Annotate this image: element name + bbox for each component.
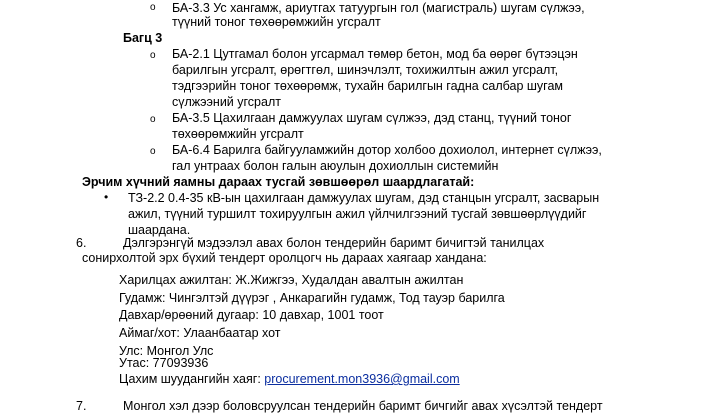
item-number-7: 7. [76,399,87,413]
item6-line1: Дэлгэрэнгүй мэдээлэл авах болон тендерийн баримт бичигтэй танилцах [123,236,545,250]
list-item-ba21-line2: барилгын угсралт, өрөгтгөл, шинэчлэлт, тохижилтын ажил угсралт, [172,63,559,77]
list-item-ba64-line2: гал унтраах болон галын аюулын дохиоллын системийн [172,159,499,173]
item-number-6: 6. [76,236,87,250]
contact-floor: Давхар/өрөөний дугаар: 10 давхар, 1001 тоот [119,308,384,322]
contact-city: Аймаг/хот: Улаанбаатар хот [119,326,281,340]
contact-person: Харилцах ажилтан: Ж.Жижгээ, Худалдан авалтын ажилтан [119,273,464,287]
energy-item-line1: ТЗ-2.2 0.4-35 кВ-ын цахилгаан дамжуулах шугам, дэд станцын угсралт, засварын [128,191,600,205]
contact-street: Гудамж: Чингэлтэй дүүрэг , Анкарагийн гудамж, Тод тауэр барилга [119,291,505,305]
list-item-ba35-line2: төхөөрөмжийн угсралт [172,127,304,141]
energy-item-line2: ажил, түүний туршилт тохируулгын ажил үйлчилгээний тусгай зөвшөөрлүүдийг [128,207,587,221]
list-item-ba35-line1: БА-3.5 Цахилгаан дамжуулах шугам сүлжээ, дэд станц, түүний тоног [172,111,572,125]
list-item-ba21-line4: сүлжээний угсралт [172,95,281,109]
energy-item-line3: шаардана. [128,223,191,237]
list-item-ba64-line1: БА-6.4 Барилга байгууламжийн дотор холбоо дохиолол, интернет сүлжээ, [172,143,602,157]
list-bullet: • [104,190,109,204]
contact-country: Улс: Монгол Улс [119,344,214,358]
list-item-ba21-line1: БА-2.1 Цутгамал болон угсармал төмөр бетон, мод ба өөрөг бүтээцэн [172,47,578,61]
contact-email-row [119,371,460,387]
list-bullet: o [150,2,156,13]
list-item-ba33-line2: түүний тоног төхөөрөмжийн угсралт [172,15,381,29]
item7-line1: Монгол хэл дээр боловсруулсан тендерийн баримт бичгийг авах хүсэлтэй тендерт [123,399,603,413]
contact-email-label: Цахим шуудангийн хаяг: [119,372,261,386]
energy-heading: Эрчим хүчний яамны дараах тусгай зөвшөөрөл шаардлагатай: [82,175,475,189]
contact-phone: Утас: 77093936 [119,356,209,370]
list-bullet: o [150,146,156,157]
list-item-ba21-line3: тэдгээрийн тоног төхөөрөмж, тухайн барилгын гадна салбар шугам [172,79,564,93]
item6-line2: сонирхолтой эрх бүхий тендерт оролцогч нь дараах хаягаар хандана: [82,251,487,265]
contact-email-link[interactable]: procurement.mon3936@gmail.com [264,372,460,386]
list-bullet: o [150,114,156,125]
list-item-ba33-line1: БА-3.3 Ус хангамж, ариутгах татуургын гол (магистраль) шугам сүлжээ, [172,1,585,15]
list-bullet: o [150,50,156,61]
bags3-heading: Багц 3 [123,31,163,45]
